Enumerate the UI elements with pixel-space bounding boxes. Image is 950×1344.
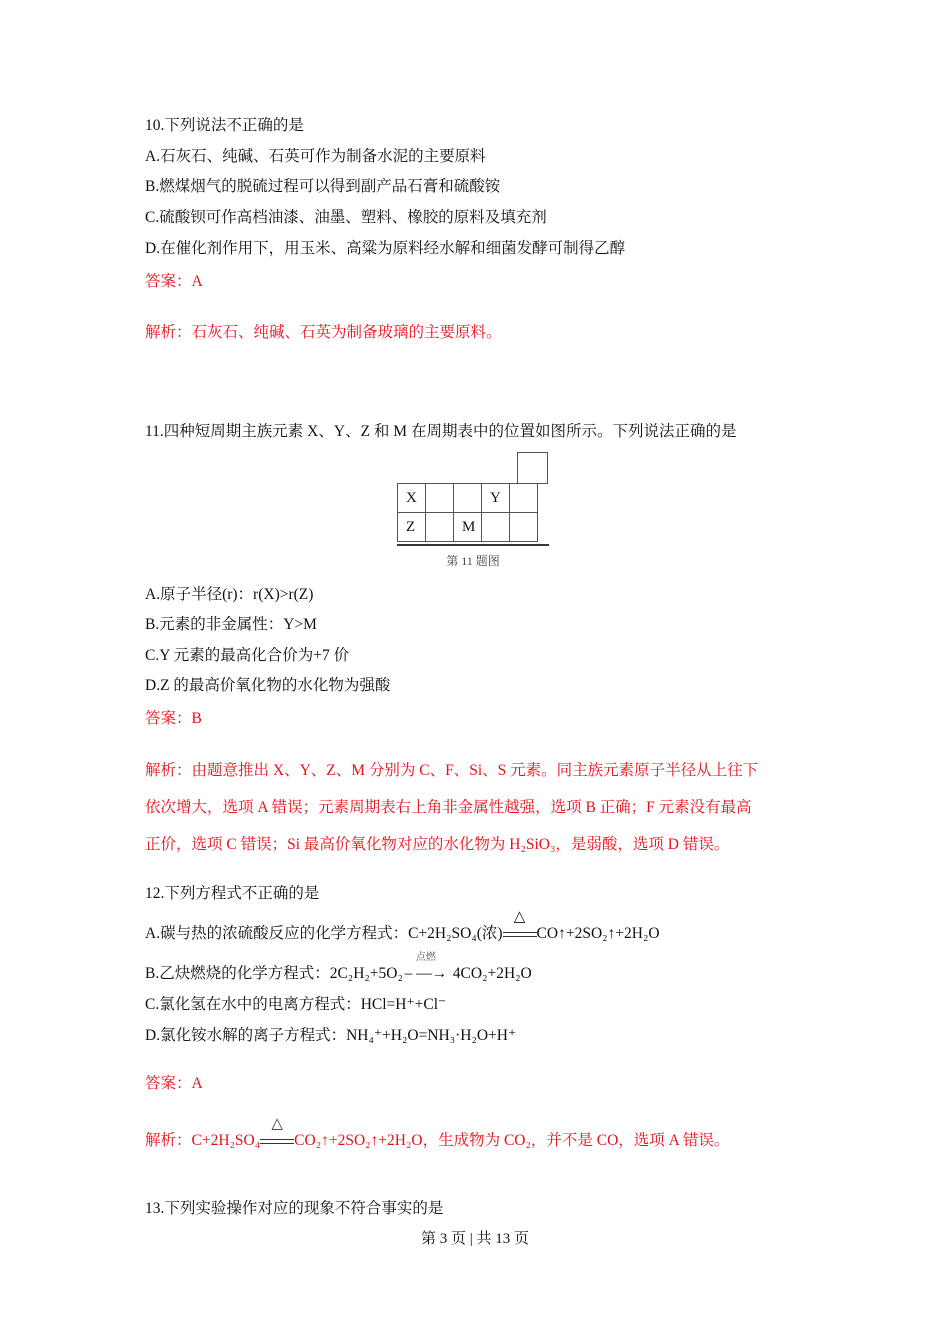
heat-icon: △	[513, 909, 526, 925]
option-label: B.乙炔燃烧的化学方程式：	[145, 965, 330, 982]
equation-right: CO↑+2SO₂↑+2H₂O	[536, 925, 660, 942]
figure-cell	[454, 484, 482, 513]
q10-analysis: 解析：石灰石、纯碱、石英为制备玻璃的主要原料。	[145, 324, 502, 341]
figure-cell: X	[398, 484, 426, 513]
periodic-table-figure	[397, 452, 552, 570]
heat-condition	[260, 1116, 294, 1151]
q10-option-c: C.硫酸钡可作高档油漆、油墨、塑料、橡胶的原料及填充剂	[145, 209, 547, 226]
heat-icon: △	[271, 1116, 283, 1132]
q11-analysis-line: 解析：由题意推出 X、Y、Z、M 分别为 C、F、Si、S 元素。同主族元素原子半径从上往下	[145, 762, 759, 779]
q11-analysis-line: 正价，选项 C 错误；Si 最高价氧化物对应的水化物为 H₂SiO₃，是弱酸，选项 D 错误。	[145, 836, 730, 853]
figure-cell	[510, 484, 538, 513]
q13-stem: 13.下列实验操作对应的现象不符合事实的是	[145, 1200, 444, 1217]
equation-left: C+2H₂SO₄(浓)	[408, 925, 503, 942]
q12-option-a	[145, 909, 660, 944]
q10-stem: 10.下列说法不正确的是	[145, 117, 304, 134]
q12-analysis	[145, 1116, 730, 1151]
figure-cell	[426, 513, 454, 542]
figure-baseline	[397, 544, 549, 546]
figure-cell	[482, 513, 510, 542]
figure-cell	[517, 452, 548, 484]
q11-option-b: B.元素的非金属性：Y>M	[145, 616, 317, 633]
heat-condition	[503, 909, 537, 944]
arrow-condition: 点燃	[415, 952, 436, 963]
equation-left: 2C₂H₂+5O₂	[329, 965, 403, 982]
q11-option-d: D.Z 的最高价氧化物的水化物为强酸	[145, 677, 391, 694]
q10-option-d: D.在催化剂作用下，用玉米、高粱为原料经水解和细菌发酵可制得乙醇	[145, 240, 626, 257]
q11-option-c: C.Y 元素的最高化合价为+7 价	[145, 647, 350, 664]
q10-option-a: A.石灰石、纯碱、石英可作为制备水泥的主要原料	[145, 148, 486, 165]
figure-cell: M	[454, 513, 482, 542]
q12-stem: 12.下列方程式不正确的是	[145, 885, 320, 902]
q11-option-a: A.原子半径(r)：r(X)>r(Z)	[145, 586, 314, 603]
figure-cell: Y	[482, 484, 510, 513]
figure-caption: 第 11 题图	[446, 554, 500, 568]
q12-option-b	[145, 952, 532, 984]
q11-stem: 11.四种短周期主族元素 X、Y、Z 和 M 在周期表中的位置如图所示。下列说法正确的是	[145, 423, 737, 440]
figure-cell	[426, 484, 454, 513]
q11-answer: 答案：B	[145, 710, 202, 727]
figure-cell: Z	[398, 513, 426, 542]
q11-analysis-line: 依次增大，选项 A 错误；元素周期表右上角非金属性越强，选项 B 正确；F 元素没有最高	[145, 799, 752, 816]
analysis-right: CO₂↑+2SO₂↑+2H₂O，生成物为 CO₂，并不是 CO，选项 A 错误。	[294, 1132, 730, 1149]
page-footer: 第 3 页 | 共 13 页	[420, 1231, 529, 1247]
ignition-arrow: 点燃 – —→	[404, 952, 448, 982]
analysis-left: 解析：C+2H₂SO₄	[145, 1132, 261, 1149]
equation-right: 4CO₂+2H₂O	[452, 965, 532, 982]
q10-answer: 答案：A	[145, 273, 203, 290]
q12-answer: 答案：A	[145, 1075, 203, 1092]
q10-option-b: B.燃煤烟气的脱硫过程可以得到副产品石膏和硫酸铵	[145, 178, 501, 195]
option-label: A.碳与热的浓硫酸反应的化学方程式：	[145, 925, 409, 942]
q12-option-d: D.氯化铵水解的离子方程式：NH₄⁺+H₂O=NH₃·H₂O+H⁺	[145, 1027, 517, 1044]
q12-option-c: C.氯化氢在水中的电离方程式：HCl=H⁺+Cl⁻	[145, 996, 447, 1013]
figure-cell	[510, 513, 538, 542]
